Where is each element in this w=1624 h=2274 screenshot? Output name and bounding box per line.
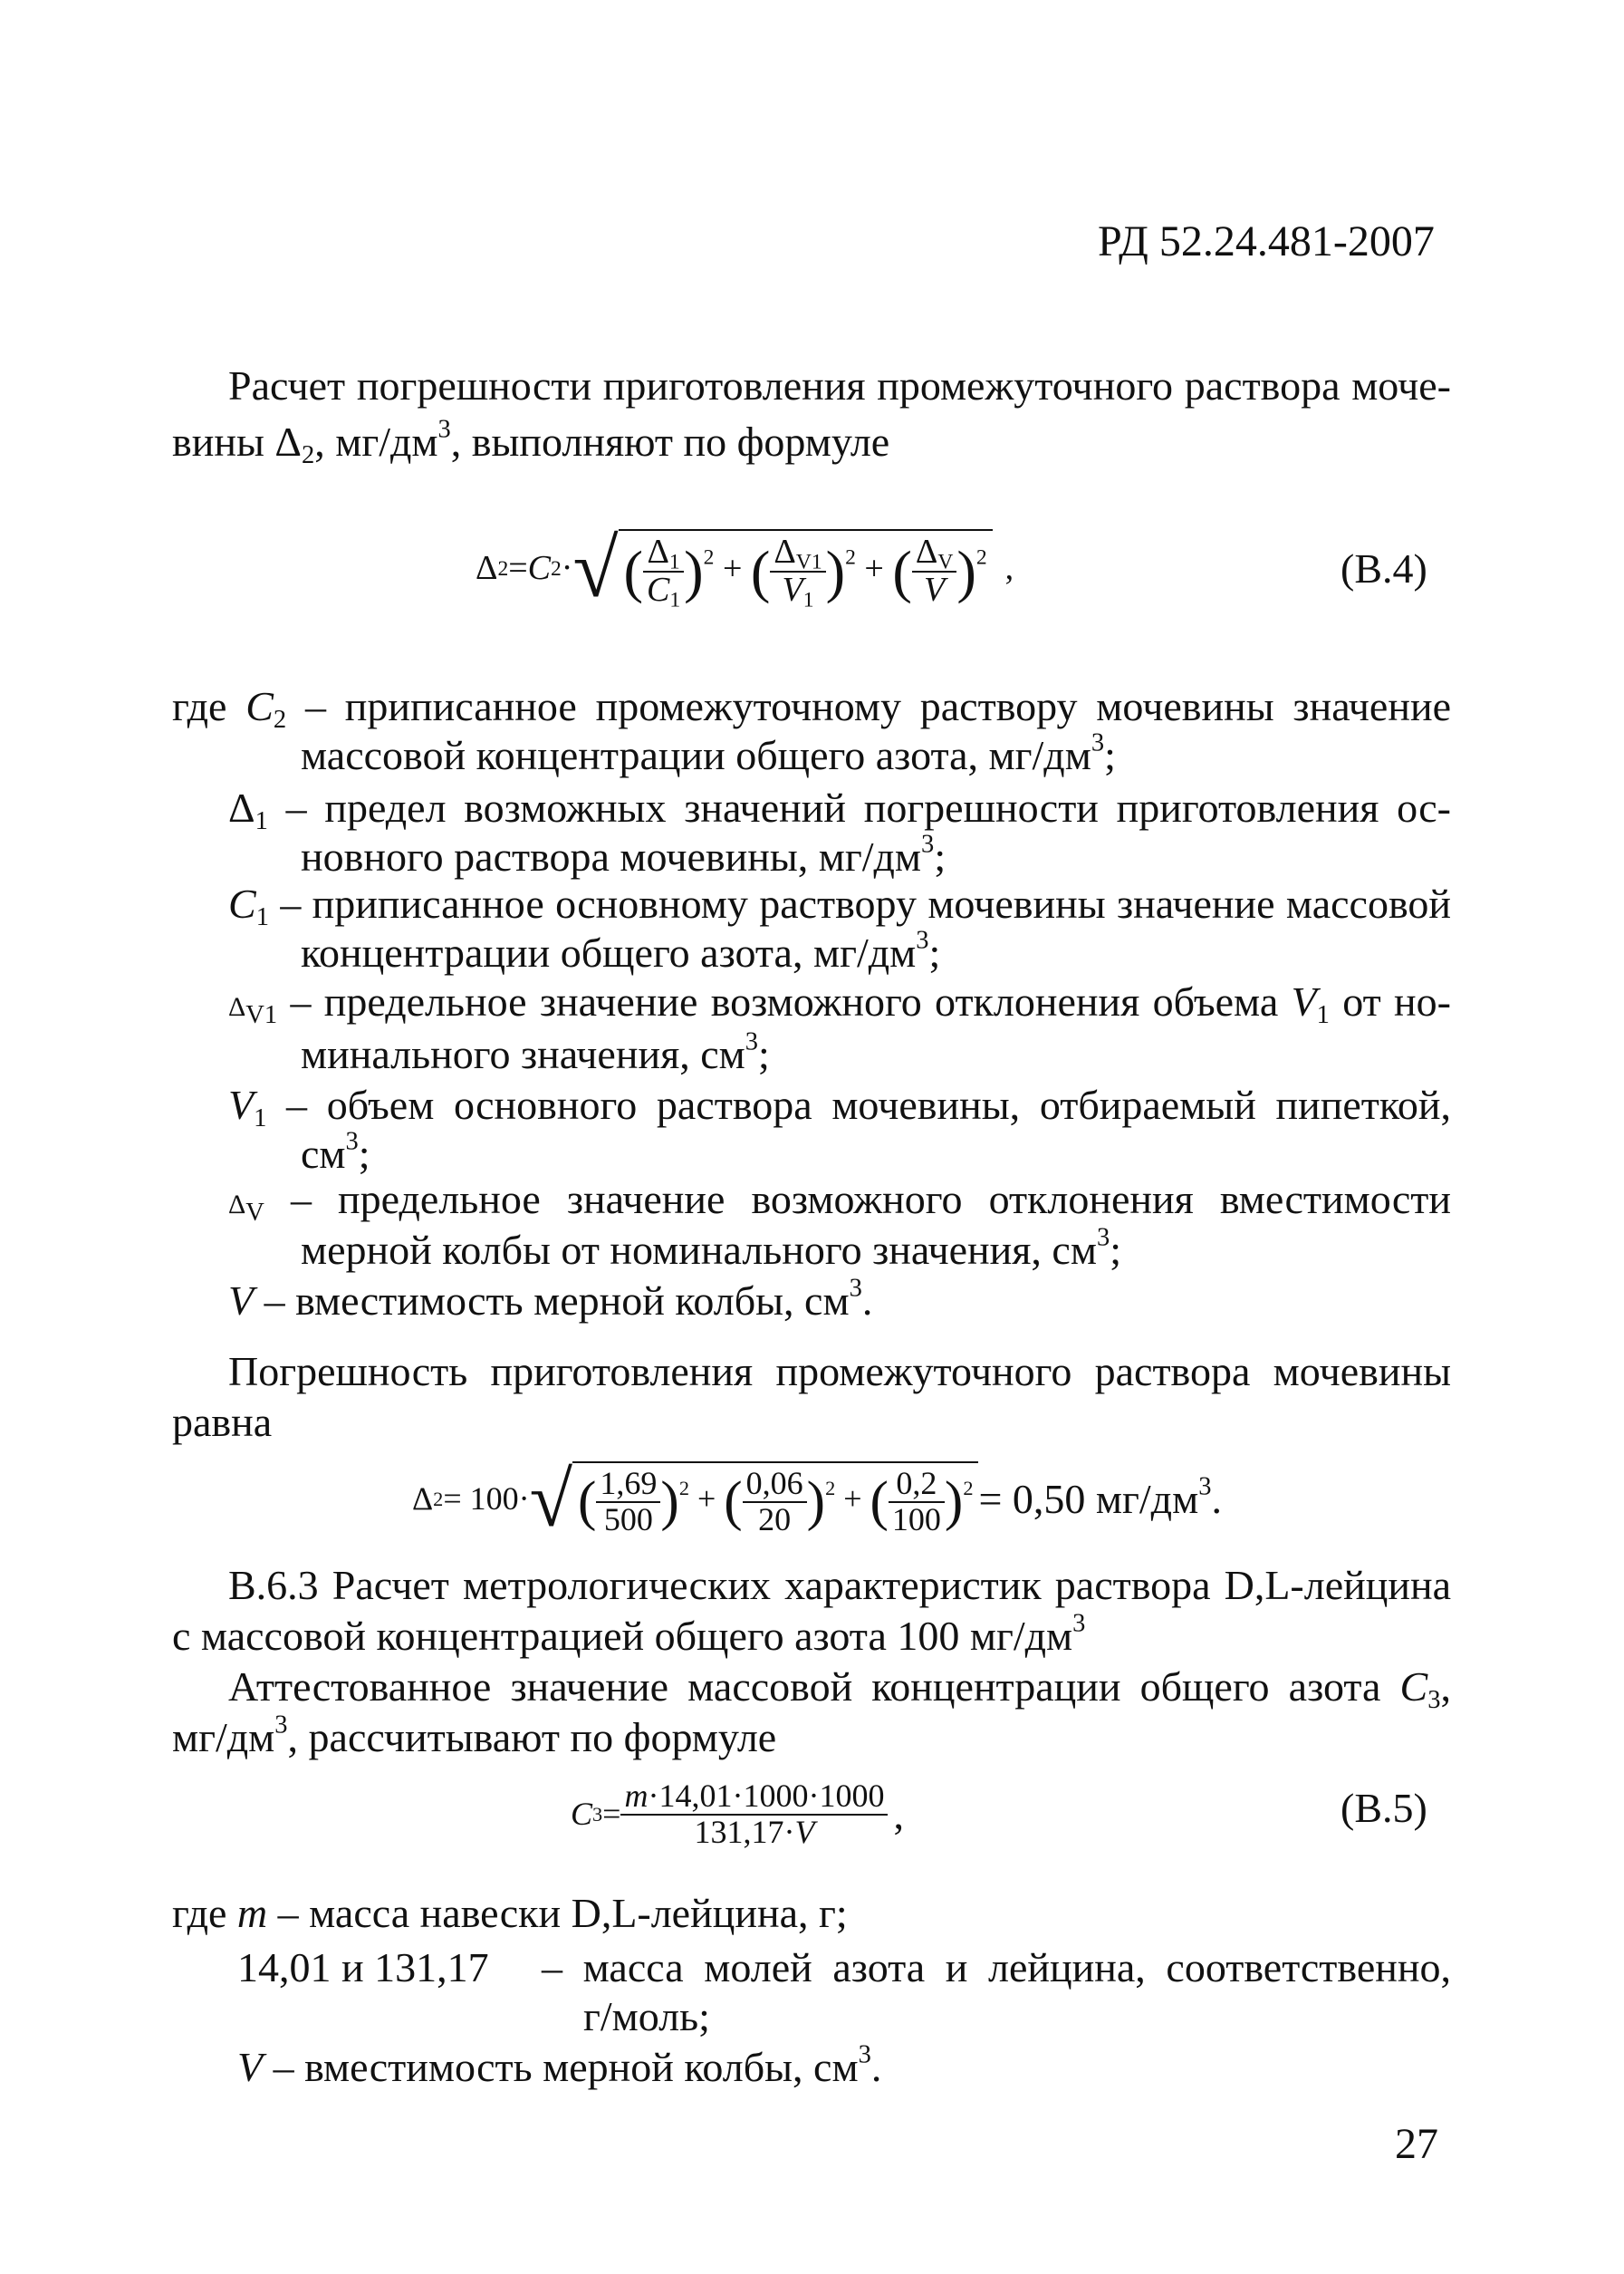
def-v1-line-1: $V_1$ – объем основного раствора мочевины, отбираемый пипеткой, xyxy=(228,1082,1451,1132)
def-d1-line-1: $\Delta_1$ – предел возможных значений погрешности приготовления ос- xyxy=(228,785,1451,835)
def-c1-line-2: концентрации общего азота, $мг/дм^3$; xyxy=(301,926,941,976)
def-v-line: V – вместимость мерной колбы, $см^3$. xyxy=(228,1274,873,1324)
result-line-2: равна xyxy=(172,1399,273,1445)
def-c1-line-1: $C_1$ – приписанное основному раствору мочевины значение массовой xyxy=(228,881,1451,931)
def-d1-line-2: новного раствора мочевины, $мг/дм^3$; xyxy=(301,830,947,880)
def-dv-line-1: $\Delta_V$ – предельное значение возможного отклонения вместимости xyxy=(228,1176,1451,1227)
sqrt-sign: √ xyxy=(529,1455,573,1543)
result-value: = 0,50 $мг/дм^3$. xyxy=(978,1472,1222,1523)
formula-b5-label: (В.5) xyxy=(1341,1785,1427,1831)
def-v1-line-2: $см^3$; xyxy=(301,1127,370,1177)
page-number: 27 xyxy=(1395,2120,1438,2168)
formula-result: Δ 2 = 100· √ ( $\frac{1,69}{500}$ )$^2$ + ( $\frac{0,06}{20}$ )$^2$ + ( $\frac{0,2}{100}$ )$^2$ = 0,50 $мг/дм^3$. xyxy=(412,1455,1222,1543)
document-number: РД 52.24.481-2007 xyxy=(1098,217,1435,265)
def-molar-line-1: – масса молей азота и лейцина, соответственно, xyxy=(542,1944,1451,1990)
section-b63-line-2: с массовой концентрацией общего азота 100 $мг/дм^3$ xyxy=(172,1609,1086,1659)
radicand: ( $\frac{1,69}{500}$ )$^2$ + ( $\frac{0,06}{20}$ )$^2$ + ( $\frac{0,2}{100}$ )$^2$ xyxy=(572,1461,978,1537)
def-c2-line-1: где $C_2$ – приписанное промежуточному раствору мочевины значение xyxy=(172,683,1451,734)
intro-line-2: вины $\Delta_2$, $мг/дм^3$, выполняют по формуле xyxy=(172,415,890,469)
result-line-1: Погрешность приготовления промежуточного раствора мочевины xyxy=(228,1348,1451,1394)
formula-b4-label: (В.4) xyxy=(1341,545,1427,592)
section-b63-para-line-1: Аттестованное значение массовой концентрации общего азота $C_3$, xyxy=(228,1663,1451,1714)
def-dv1-line-2: минального значения, $см^3$; xyxy=(301,1027,770,1077)
def-m-line: где m – масса навески D,L-лейцина, г; xyxy=(172,1890,848,1936)
def-molar-values: 14,01 и 131,17 xyxy=(237,1944,489,1990)
def-dv-line-2: мерной колбы от номинального значения, $см^3$; xyxy=(301,1223,1121,1273)
def-v-line-2: V – вместимость мерной колбы, $см^3$. xyxy=(237,2040,882,2090)
def-molar-line-2: г/моль; xyxy=(583,1993,710,2039)
intro-line-1: Расчет погрешности приготовления промежуточного раствора моче- xyxy=(228,362,1451,409)
formula-b4: Δ 2 = C 2 · √ ( $\frac{\Delta_1}{C_1}$ )$^2$ + ( $\frac{\Delta_{V1}}{V_1}$ )$^2$ + ( $\frac{\Delta_V}{V}$ )$^2$ , xyxy=(476,523,1014,615)
section-b63-line-1: В.6.3 Расчет метрологических характеристик раствора D,L-лейцина xyxy=(228,1562,1451,1608)
radicand: ( $\frac{\Delta_1}{C_1}$ )$^2$ + ( $\frac{\Delta_{V1}}{V_1}$ )$^2$ + ( $\frac{\Delta_V}{V}$ )$^2$ xyxy=(619,529,993,609)
section-b63-para-line-2: $мг/дм^3$, рассчитывают по формуле xyxy=(172,1710,777,1760)
def-c2-line-2: массовой концентрации общего азота, $мг/дм^3$; xyxy=(301,728,1116,778)
formula-b5: C 3 = $\frac{m\cdot 14,01\cdot 1000\cdot 1000}{131,17\cdot V}$ , xyxy=(571,1778,904,1850)
sqrt-sign: √ xyxy=(572,523,619,615)
def-dv1-line-1: $\Delta_{V1}$ – предельное значение возможного отклонения объема $V_1$ от но- xyxy=(228,978,1451,1029)
